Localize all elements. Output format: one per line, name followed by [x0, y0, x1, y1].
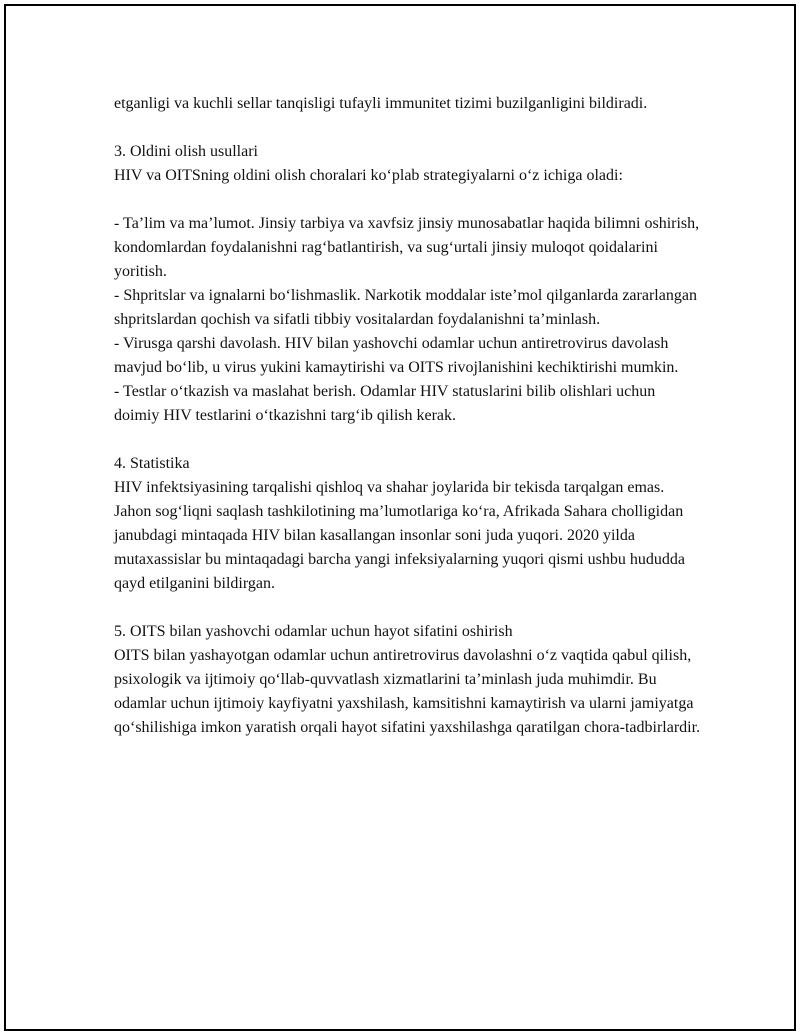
section-prevention [114, 140, 704, 188]
prevention-item-syringes: - Shpritslar va ignalarni bo‘lishmaslik. Narkotik moddalar iste’mol qilganlarda zararlangan shpritslardan qochish va sifatli tibbiy vositalardan foydalanishni ta’minlash. [114, 287, 697, 328]
intro-paragraph [114, 92, 704, 116]
prevention-list [114, 212, 704, 428]
section-statistics [114, 452, 704, 596]
section-5-body: OITS bilan yashayotgan odamlar uchun antiretrovirus davolashni o‘z vaqtida qabul qilish, psixologik va ijtimoiy qo‘llab-quvvatlash xizmatlarini ta’minlash juda muhimdir. Bu odamlar uchun ijtimoiy kayfiyatni yaxshilash, kamsitishni kamaytirish va ularni jamiyatga qo‘shilishiga imkon yaratish orqali hayot sifatini yaxshilashga qaratilgan chora-tadbirlardir. [114, 647, 701, 736]
section-3-heading: 3. Oldini olish usullari [114, 143, 258, 160]
section-4-heading: 4. Statistika [114, 455, 190, 472]
section-4-body: HIV infektsiyasining tarqalishi qishloq va shahar joylarida bir tekisda tarqalgan emas. Jahon sog‘liqni saqlash tashkilotining ma’lumotlariga ko‘ra, Afrikada Sahara cholligidan janubdagi mintaqada HIV bilan kasallangan insonlar soni juda yuqori. 2020 yilda mutaxassislar bu mintaqadagi barcha yangi infeksiyalarning yuqori qismi ushbu hududda qayd etilganini bildirgan. [114, 479, 685, 592]
prevention-item-testing: - Testlar o‘tkazish va maslahat berish. Odamlar HIV statuslarini bilib olishlari uchun doimiy HIV testlarini o‘tkazishni targ‘ib qilish kerak. [114, 383, 656, 424]
intro-tail-text: etganligi va kuchli sellar tanqisligi tufayli immunitet tizimi buzilganligini bildiradi. [114, 95, 648, 112]
document-body [114, 92, 704, 764]
section-3-intro: HIV va OITSning oldini olish choralari ko‘plab strategiyalarni o‘z ichiga oladi: [114, 167, 623, 184]
prevention-item-treatment: - Virusga qarshi davolash. HIV bilan yashovchi odamlar uchun antiretrovirus davolash mavjud bo‘lib, u virus yukini kamaytirishi va OITS rivojlanishini kechiktirishi mumkin. [114, 335, 679, 376]
section-5-heading: 5. OITS bilan yashovchi odamlar uchun hayot sifatini oshirish [114, 623, 513, 640]
prevention-item-education: - Ta’lim va ma’lumot. Jinsiy tarbiya va xavfsiz jinsiy munosabatlar haqida bilimni oshirish, kondomlardan foydalanishni rag‘batlantirish, va sug‘urtali jinsiy muloqot qoidalarini yoritish. [114, 215, 700, 280]
section-quality-of-life [114, 620, 704, 740]
